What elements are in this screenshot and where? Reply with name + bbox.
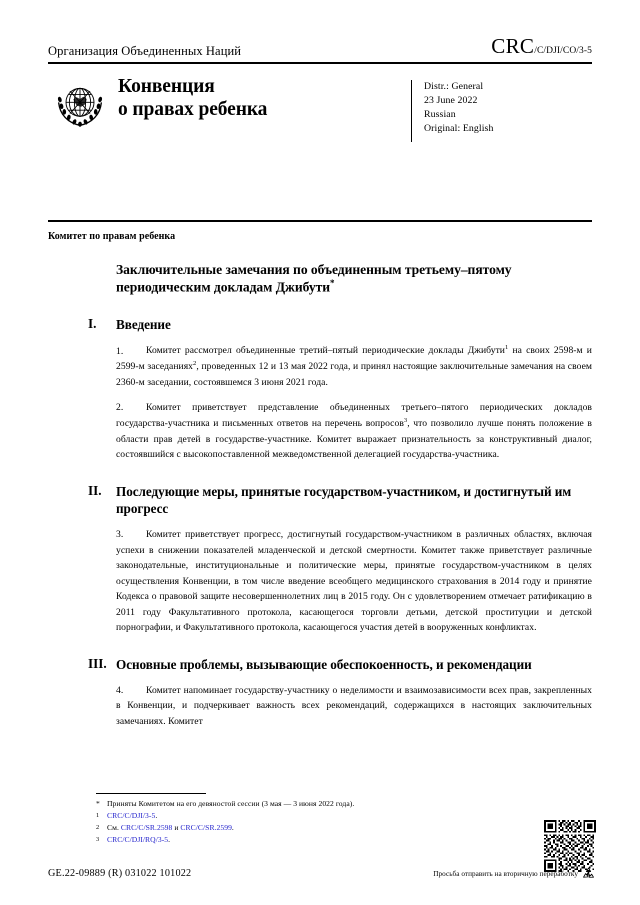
qr-code-icon[interactable] (544, 820, 596, 872)
paragraph-text: на своих 2598-м и 2599-м заседаниях (116, 345, 592, 373)
section-heading (88, 656, 592, 673)
footnote-marker: 3 (96, 835, 100, 843)
footnote-link[interactable]: CRC/C/SR.2599 (180, 822, 232, 832)
footnote-marker: 2 (96, 823, 100, 831)
footnote-text (107, 798, 354, 810)
section-heading (88, 483, 592, 517)
section-number: II. (88, 482, 102, 498)
document-symbol-main: CRC (491, 34, 535, 58)
page-title-footnote-mark: * (329, 278, 335, 289)
masthead-rule (48, 62, 592, 64)
footnote-marker: 1 (96, 811, 100, 819)
convention-title-line1: Конвенция (118, 76, 215, 97)
recycle-notice (433, 866, 596, 881)
footnotes-block (96, 793, 592, 846)
footnote-plain-text: Приняты Комитетом на его девяностой сессии (3 мая — 3 июня 2022 года). (107, 799, 355, 808)
section-title: Введение (116, 317, 171, 333)
footnote-plain-text: . (168, 834, 171, 844)
paragraph-text: Комитет приветствует прогресс, достигнутый государством-участником в различных областях, включая успехи в снижении показателей младенческой и детской смертности. Комитет также приветствует различные законодательные, институциональные и политические меры, принятые государством-участником в целях осуществления Конвенции, в том числе введение всеобщего медицинского страхования в 2014 году и принятие Кодекса о правовой защите несовершеннолетних лиц в 2015 году. Он с удовлетворением отмечает ратификацию в 2011 году Факультативного протокола, касающегося торговли детьми, детской проституции и детской порнографии, и Факультативного протокола, касающегося участия детей в вооруженных конфликтах. (116, 529, 592, 634)
footnote-reference[interactable]: 1 (505, 344, 509, 352)
un-emblem-icon (52, 76, 108, 132)
section-divider-rule (48, 220, 592, 222)
section-number: I. (88, 316, 97, 332)
paragraph-text: Комитет приветствует представление объединенных третьего–пятого периодических докладов государства-участника и письменных ответов на перечень вопросов (116, 402, 592, 430)
footnote-link[interactable]: CRC/C/DJI/3-5 (107, 810, 156, 820)
footnote-link[interactable]: CRC/C/DJI/RQ/3-5 (107, 834, 169, 844)
recycle-text: Просьба отправить на вторичную переработку (433, 869, 578, 878)
paragraph-number: 2. (116, 402, 124, 414)
footnote-plain-text: . (155, 810, 158, 820)
footnote-item (96, 822, 592, 834)
convention-title-line2: о правах ребенка (118, 98, 268, 120)
committee-name: Комитет по правам ребенка (48, 231, 176, 242)
section-title: Последующие меры, принятые государством-участником, и достигнутый им прогресс (116, 483, 572, 516)
paragraph-number: 3. (116, 529, 124, 541)
section-number: III. (88, 655, 107, 671)
ge-document-code: GE.22-09889 (R) 031022 101022 (48, 868, 192, 879)
footnote-item (96, 798, 592, 810)
masthead (48, 0, 592, 64)
footnote-text (107, 810, 157, 822)
section-heading (88, 316, 592, 333)
footnote-text (107, 822, 234, 834)
page-title (116, 261, 592, 296)
footnote-plain-text: и (172, 822, 181, 832)
paragraph (116, 527, 592, 636)
footnote-reference[interactable]: 2 (193, 360, 197, 368)
footnotes-list (96, 798, 592, 846)
footnote-plain-text: См. (107, 822, 121, 832)
paragraph-text: Комитет рассмотрел объединенные третий–пятый периодические доклады Джибути (146, 345, 505, 357)
footnote-text (107, 834, 170, 846)
paragraph (116, 683, 592, 730)
masthead-top-row (48, 34, 592, 61)
footnote-marker: * (96, 799, 100, 808)
organization-name: Организация Объединенных Наций (48, 44, 242, 58)
footnote-reference[interactable]: 3 (403, 416, 408, 424)
paragraph (116, 343, 592, 390)
recycle-icon (581, 866, 596, 881)
convention-title (118, 74, 411, 121)
paragraph (116, 400, 592, 462)
page-footer (48, 866, 596, 881)
page-title-text: Заключительные замечания по объединенным третьему–пятому периодическим докладам Джибути (116, 262, 512, 295)
footnote-separator-rule (96, 793, 206, 794)
footnote-link[interactable]: CRC/C/SR.2598 (120, 822, 173, 832)
title-block (48, 74, 592, 146)
document-symbol (491, 34, 592, 59)
paragraph-text: , что позволило лучше понять положение в области прав детей в государстве-участнике. Комитет выражает признательность за конструктивный диалог, состоявшийся с высокопоставленной межведомственной делегацией государства-участника. (116, 418, 592, 461)
document-symbol-suffix: /C/DJI/CO/3-5 (534, 46, 592, 56)
distribution-date: 23 June 2022 (424, 94, 478, 106)
distribution-block (411, 80, 592, 142)
distribution-language: Russian (424, 108, 456, 120)
section-title: Основные проблемы, вызывающие обеспокоенность, и рекомендации (116, 656, 532, 672)
footnote-item (96, 834, 592, 846)
distribution-distr: Distr.: General (424, 81, 484, 92)
distribution-original: Original: English (424, 122, 494, 134)
paragraph-text: , проведенных 12 и 13 мая 2022 года, и принял настоящие заключительные замечания на своем 2360-м заседании, состоявшемся 3 июня 2021 года. (116, 361, 593, 388)
paragraph-text: Комитет напоминает государству-участнику о неделимости и взаимозависимости всех прав, закрепленных в Конвенции, и подчеркивает важность всех рекомендаций, содержащихся в настоящих заключительных замечаниях. Комитет (116, 684, 592, 727)
paragraph-number: 4. (116, 684, 124, 696)
footnote-plain-text: . (231, 822, 234, 832)
paragraph-number: 1. (116, 345, 124, 357)
sections-container (48, 316, 592, 729)
footnote-item (96, 810, 592, 822)
